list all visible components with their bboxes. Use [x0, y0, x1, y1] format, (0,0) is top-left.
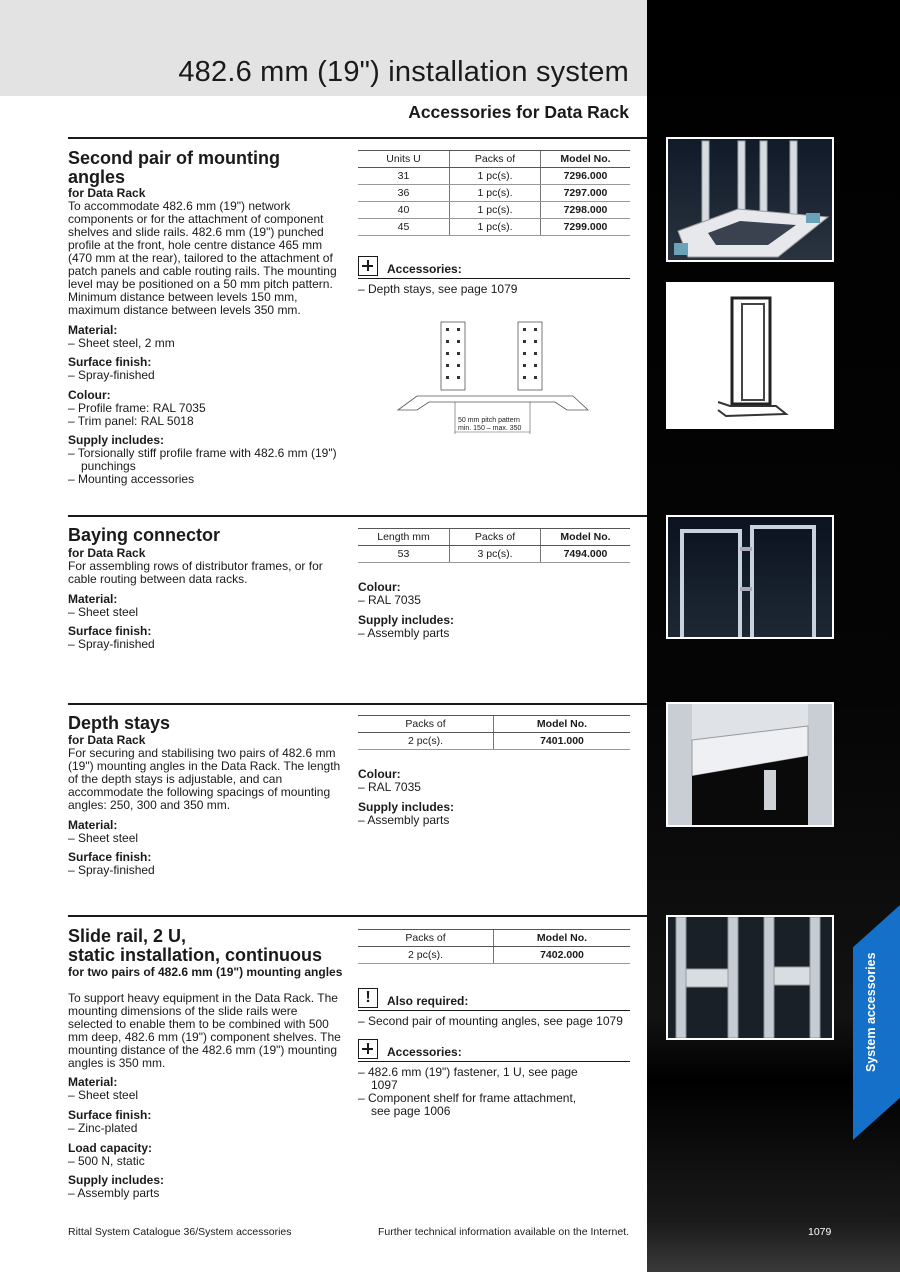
section-subtitle: for Data Rack	[68, 733, 146, 747]
section-tab-label: System accessories	[864, 952, 878, 1072]
page-subtitle: Accessories for Data Rack	[408, 102, 629, 122]
section-title: Second pair of mounting angles	[68, 148, 280, 187]
section-divider	[68, 515, 647, 517]
material-group: Material: – Sheet steel	[68, 592, 139, 619]
diagram-label: 50 mm pitch pattern	[458, 417, 520, 424]
product-photo	[666, 515, 834, 639]
model-table: Length mm Packs of Model No. 53 3 pc(s). 7494.000	[358, 528, 630, 563]
accessories-item[interactable]: – Depth stays, see page 1079	[358, 282, 518, 296]
material-group: Material: – Sheet steel	[68, 818, 139, 845]
table-row: 31 1 pc(s). 7296.000	[358, 168, 630, 185]
surface-group: Surface finish: – Zinc-plated	[68, 1108, 152, 1135]
product-photo	[666, 915, 834, 1040]
load-group: Load capacity: – 500 N, static	[68, 1141, 153, 1168]
accessories-item[interactable]: – Component shelf for frame attachment, see page 1006	[358, 1091, 577, 1118]
table-row: 36 1 pc(s). 7297.000	[358, 185, 630, 202]
surface-group: Surface finish: – Spray-finished	[68, 850, 155, 877]
colour-group: Colour: – RAL 7035	[358, 767, 421, 794]
page-number: 1079	[808, 1226, 832, 1238]
surface-group: Surface finish: – Spray-finished	[68, 355, 155, 382]
plus-icon	[358, 256, 378, 276]
model-table: Packs of Model No. 2 pc(s). 7402.000	[358, 929, 630, 964]
product-photo	[666, 702, 834, 827]
material-group: Material: – Sheet steel, 2 mm	[68, 323, 175, 350]
section-title: Slide rail, 2 U, static installation, continuous	[68, 926, 323, 965]
product-photo	[666, 282, 834, 429]
material-group: Material: – Sheet steel	[68, 1075, 139, 1102]
diagram-label: min. 150 – max. 350	[458, 425, 522, 432]
section-subtitle: for two pairs of 482.6 mm (19") mounting angles	[68, 965, 343, 979]
section-description: To accommodate 482.6 mm (19") network components or for the attachment of component shelves and slide rails. 482.6 mm (19") punched profile at the front, hole centre distance 465 mm (470 mm at the rear), tailored to the attachment of patch panels and cable routing rails. The mounting level may be positioned on a 50 mm pitch pattern. Minimum distance between levels 150 mm, maximum distance between levels 350 mm.	[68, 199, 337, 317]
accessories-heading: Accessories:	[358, 256, 630, 279]
section-description: For securing and stabilising two pairs of 482.6 mm (19") mounting angles in the Data Rack. The length of the depth stays is adjustable, and can accommodate the following spacings of mounting angles: 250, 300 and 350 mm.	[68, 746, 341, 812]
accessories-item[interactable]: – 482.6 mm (19") fastener, 1 U, see page 1097	[358, 1065, 578, 1092]
table-row: 40 1 pc(s). 7298.000	[358, 202, 630, 219]
section-divider	[68, 137, 647, 139]
section-title: Depth stays	[68, 713, 171, 733]
colour-group: Colour: – Profile frame: RAL 7035 – Trim panel: RAL 5018	[68, 388, 206, 428]
table-row: 45 1 pc(s). 7299.000	[358, 219, 630, 236]
section-description: For assembling rows of distributor frames, or for cable routing between data racks.	[68, 559, 323, 586]
accessories-heading: Accessories:	[358, 1039, 630, 1062]
colour-group: Colour: – RAL 7035	[358, 580, 421, 607]
model-table: Packs of Model No. 2 pc(s). 7401.000	[358, 715, 630, 750]
supply-group: Supply includes: – Assembly parts	[358, 613, 455, 640]
footer-catalogue: Rittal System Catalogue 36/System accessories	[68, 1226, 292, 1238]
product-photo	[666, 137, 834, 262]
supply-group: Supply includes: – Assembly parts	[358, 800, 455, 827]
plus-icon	[358, 1039, 378, 1059]
supply-group: Supply includes: – Torsionally stiff profile frame with 482.6 mm (19") punchings – Mounting accessories	[68, 433, 337, 486]
section-divider	[68, 703, 647, 705]
page-title: 482.6 mm (19") installation system	[178, 56, 629, 88]
supply-group: Supply includes: – Assembly parts	[68, 1173, 165, 1200]
surface-group: Surface finish: – Spray-finished	[68, 624, 155, 651]
accessories-list	[358, 1066, 598, 1118]
table-row: 2 pc(s). 7402.000	[358, 947, 630, 964]
table-row: 2 pc(s). 7401.000	[358, 733, 630, 750]
required-heading: ! Also required:	[358, 988, 630, 1011]
section-divider	[68, 915, 647, 917]
section-subtitle: for Data Rack	[68, 186, 146, 200]
model-table: Units U Packs of Model No. 31 1 pc(s). 7296.000 36 1 pc(s). 7297.000 40 1 pc(s). 7298.000 45 1 pc(s). 7299.000	[358, 150, 630, 236]
mounting-angle-diagram	[395, 318, 595, 436]
footer-info: Further technical information available on the Internet.	[378, 1226, 629, 1238]
table-row: 53 3 pc(s). 7494.000	[358, 546, 630, 563]
exclamation-icon: !	[358, 988, 378, 1008]
section-description: To support heavy equipment in the Data Rack. The mounting dimensions of the slide rails were selected to enable them to be combined with 500 mm deep, 482.6 mm (19") component shelves. The mounting distance of the 482.6 mm (19") mounting angles is 350 mm.	[68, 991, 341, 1070]
required-item[interactable]: – Second pair of mounting angles, see page 1079	[358, 1014, 623, 1028]
section-subtitle: for Data Rack	[68, 546, 146, 560]
section-title: Baying connector	[68, 525, 221, 545]
